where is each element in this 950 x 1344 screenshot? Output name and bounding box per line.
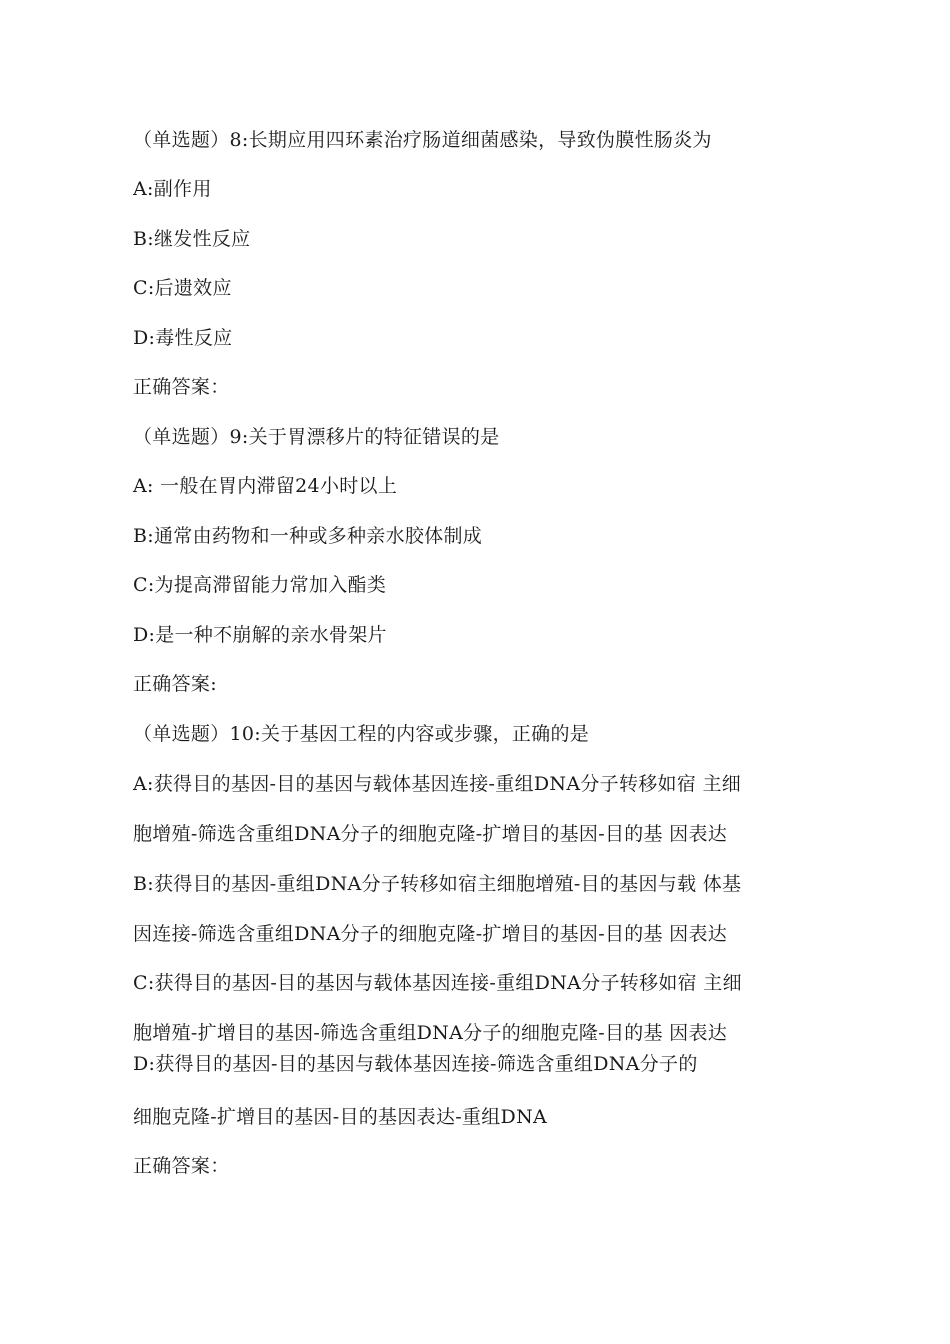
question-9-option-d: D:是一种不崩解的亲水骨架片 [133,624,387,646]
question-10-option-c-line-2: 胞增殖-扩增目的基因-筛选含重组DNA分子的细胞克隆-目的基 因表达 [133,1022,728,1044]
question-9-option-c: C:为提高滞留能力常加入酯类 [133,574,387,596]
question-10-option-b-line-1: B:获得目的基因-重组DNA分子转移如宿主细胞增殖-目的基因与载 体基 [133,873,742,895]
question-10-stem: （单选题）10:关于基因工程的内容或步骤，正确的是 [133,723,590,745]
question-9-option-b: B:通常由药物和一种或多种亲水胶体制成 [133,525,483,547]
question-10-answer-label: 正确答案： [133,1155,230,1177]
question-10-option-d-line-1: D:获得目的基因-目的基因与载体基因连接-筛选含重组DNA分子的 [133,1053,698,1075]
question-9-answer-label: 正确答案: [133,673,217,695]
question-8-option-d: D:毒性反应 [133,327,233,349]
question-8-option-a: A:副作用 [133,178,212,200]
question-9-option-a: A: 一般在胃内滞留24小时以上 [133,475,398,497]
question-10-option-a-line-2: 胞增殖-筛选含重组DNA分子的细胞克隆-扩增目的基因-目的基 因表达 [133,823,728,845]
question-8-option-b: B:继发性反应 [133,228,251,250]
question-10-option-b-line-2: 因连接-筛选含重组DNA分子的细胞克隆-扩增目的基因-目的基 因表达 [133,923,728,945]
question-10-option-d-line-2: 细胞克隆-扩增目的基因-目的基因表达-重组DNA [133,1106,548,1128]
question-9-stem: （单选题）9:关于胃漂移片的特征错误的是 [133,426,500,448]
question-8-option-c: C:后遗效应 [133,277,232,299]
question-10-option-a-line-1: A:获得目的基因-目的基因与载体基因连接-重组DNA分子转移如宿 主细 [133,773,742,795]
question-8-stem: （单选题）8:长期应用四环素治疗肠道细菌感染，导致伪膜性肠炎为 [133,129,712,151]
question-10-option-c-line-1: C:获得目的基因-目的基因与载体基因连接-重组DNA分子转移如宿 主细 [133,972,742,994]
question-8-answer-label: 正确答案： [133,376,230,398]
